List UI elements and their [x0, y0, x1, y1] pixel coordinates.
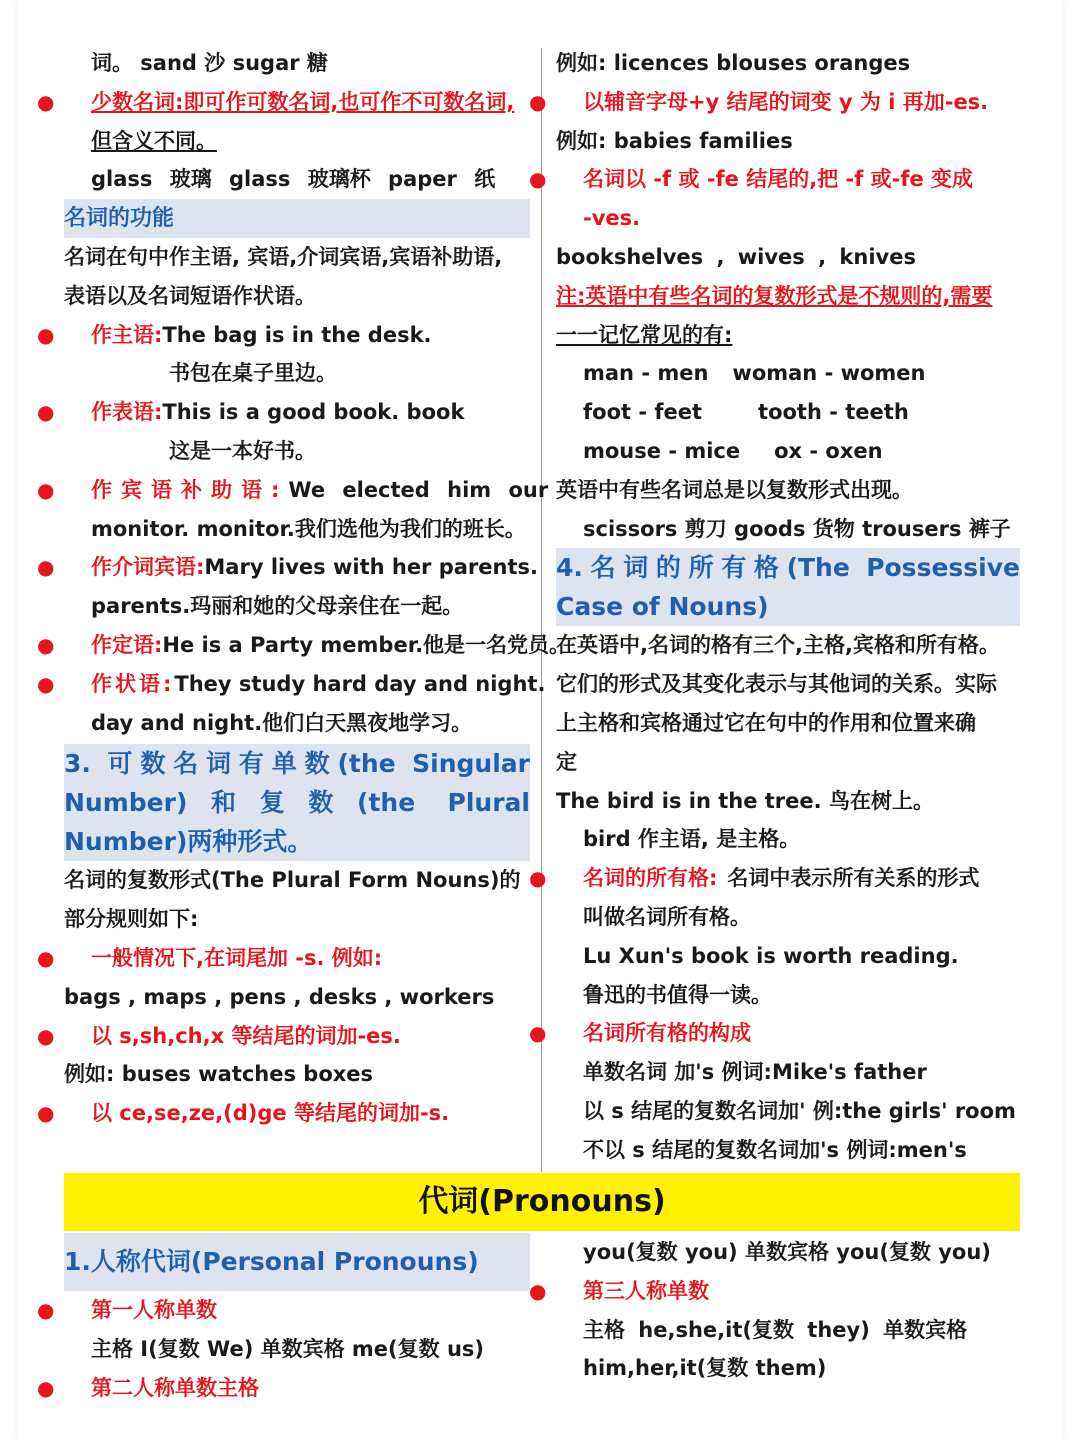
bullet-text: 以 s,sh,ch,x 等结尾的词加-es. [91, 1023, 401, 1048]
bullet-text: 一般情况下,在词尾加 -s. 例如: [91, 945, 383, 970]
text-line: 书包在桌子里边。 [169, 361, 337, 386]
bullet-dot-icon: ● [529, 1021, 547, 1046]
bullet-item [529, 160, 1020, 199]
bullet-dot-icon: ● [37, 1375, 55, 1400]
section-heading-personal: 1.人称代词(Personal Pronouns) [64, 1233, 530, 1291]
bullet-item [529, 83, 1020, 122]
text-line: 主格 I(复数 We) 单数宾格 me(复数 us) [91, 1336, 484, 1361]
right-column [529, 44, 1020, 1170]
bullet-label: 作状语: [91, 671, 175, 696]
plural-pair: ox - oxen [774, 438, 883, 463]
bullet-item [37, 1094, 530, 1133]
bullet-text: 第三人称单数 [583, 1278, 709, 1303]
text-line: day and night.他们白天黑夜地学习。 [91, 710, 473, 735]
text-line: 叫做名词所有格。 [583, 904, 751, 929]
bullet-item-complement [37, 471, 549, 510]
bullet-dot-icon: ● [37, 1298, 55, 1322]
bullet-text: 第一人称单数 [91, 1298, 217, 1322]
text-line: 表语以及名词短语作状语。 [64, 283, 316, 308]
note-text: 英语中有些名词的复数形式是不规则的,需要 [585, 283, 993, 308]
bullet-dot-icon: ● [529, 167, 547, 192]
bullet-text: The bag is in the desk. [162, 322, 432, 347]
bullet-label: 名词的所有格: [583, 866, 718, 891]
text-line: him,her,it(复数 them) [583, 1356, 827, 1381]
text-line: 这是一本好书。 [169, 438, 316, 463]
bullet-item-subject [37, 316, 530, 355]
bullet-item [37, 939, 530, 978]
bullet-item-predicative [37, 393, 530, 432]
section-heading-function: 名词的功能 [64, 199, 530, 238]
bullet-item [37, 1291, 530, 1330]
text-line: 它们的形式及其变化表示与其他词的关系。实际 [556, 672, 997, 697]
plural-pair: mouse - mice [583, 438, 741, 463]
text-line: 例如: licences blouses oranges [556, 51, 911, 75]
text-line: 不以 s 结尾的复数名词加's 例词:men's [583, 1137, 967, 1162]
text-line: 名词在句中作主语, 宾语,介词宾语,宾语补助语, [64, 244, 503, 269]
bullet-dot-icon: ● [529, 866, 547, 891]
bullet-text: He is a Party member.他是一名党员。 [162, 632, 571, 657]
bullet-text: They study hard day and night. [174, 671, 546, 696]
text-line: 名词的复数形式(The Plural Form Nouns)的 [64, 868, 521, 893]
text-line: bird 作主语, 是主格。 [583, 827, 801, 852]
text-line: bags , maps , pens , desks , workers [64, 984, 495, 1009]
text-line: 部分规则如下: [64, 907, 199, 932]
note-label: 注: [556, 283, 586, 308]
bullet-dot-icon: ● [529, 1278, 547, 1303]
bullet-item [37, 83, 530, 122]
text-line: you(复数 you) 单数宾格 you(复数 you) [583, 1240, 991, 1264]
plural-pair: man - men [583, 361, 709, 386]
bullet-text: 名词以 -f 或 -fe 结尾的,把 -f 或-fe 变成 [583, 167, 974, 192]
bullet-label: 作定语: [91, 632, 163, 657]
bullet-dot-icon: ● [529, 89, 547, 114]
bullet-dot-icon: ● [37, 477, 55, 502]
bullet-dot-icon: ● [37, 400, 55, 425]
bullet-text: We elected him our [288, 477, 549, 502]
bottom-right-column [529, 1233, 1020, 1388]
text-line: bookshelves , wives , knives [556, 244, 916, 269]
bullet-dot-icon: ● [37, 671, 55, 696]
bullet-text: 以 ce,se,ze,(d)ge 等结尾的词加-s. [91, 1101, 450, 1126]
plural-pair: foot - feet [583, 400, 703, 425]
bullet-item [37, 1017, 530, 1056]
section-heading-countable: 3. 可数名词有单数(the Singular Number)和复数(the Plural Number)两种形式。 [64, 744, 530, 861]
section-heading-possessive: 4.名词的所有格(The Possessive Case of Nouns) [556, 548, 1020, 626]
plural-pair-row [556, 354, 1020, 393]
text-line: The bird is in the tree. 鸟在树上。 [556, 788, 934, 813]
bullet-dot-icon: ● [37, 1101, 55, 1126]
bullet-dot-icon: ● [37, 945, 55, 970]
bullet-item-adverbial [37, 665, 546, 704]
text-line: 例如: babies families [556, 128, 793, 153]
bullet-item-attributive [37, 626, 571, 665]
bullet-dot-icon: ● [37, 1023, 55, 1048]
text-line [64, 122, 530, 161]
plural-pair: woman - women [732, 361, 926, 386]
bullet-dot-icon: ● [37, 322, 55, 347]
bullet-text: 名词所有格的构成 [583, 1021, 751, 1046]
bullet-label: 作主语: [91, 322, 163, 347]
text-line: 定 [556, 749, 577, 774]
note-line [556, 316, 1020, 355]
plural-pair-row [556, 432, 1020, 471]
bullet-label: 作表语: [91, 400, 163, 425]
text-line: 鲁迅的书值得一读。 [583, 982, 772, 1007]
bullet-item-prep-object [37, 548, 538, 587]
text-line: -ves. [583, 206, 641, 231]
bullet-text: This is a good book. book [162, 400, 465, 425]
left-column [37, 44, 571, 1133]
text-line: monitor. monitor.我们选他为我们的班长。 [91, 516, 526, 541]
text-line: glass 玻璃 glass 玻璃杯 paper 纸 [91, 167, 496, 192]
bullet-label: 作介词宾语: [91, 555, 205, 580]
note-text: 一一记忆常见的有: [556, 322, 733, 347]
text-line: 词。 sand 沙 sugar 糖 [91, 51, 328, 75]
bullet-text: 名词中表示所有关系的形式 [727, 866, 980, 891]
bullet-text: 第二人称单数主格 [91, 1375, 259, 1400]
text-line: 英语中有些名词总是以复数形式出现。 [556, 477, 913, 502]
text-line: 在英语中,名词的格有三个,主格,宾格和所有格。 [556, 633, 1000, 658]
column-divider [541, 48, 542, 1172]
text-line: 单数名词 加's 例词:Mike's father [583, 1060, 927, 1085]
bullet-text: Mary lives with her parents. [204, 555, 538, 580]
bullet-label: 作宾语补助语: [91, 477, 289, 502]
text-line: 上主格和宾格通过它在句中的作用和位置来确 [556, 710, 976, 735]
bullet-dot-icon: ● [37, 89, 55, 114]
bullet-text: 少数名词:即可作可数名词,也可作不可数名词, [91, 89, 515, 114]
note-line [556, 277, 1020, 316]
bullet-dot-icon: ● [37, 632, 55, 657]
bullet-text: 以辅音字母+y 结尾的词变 y 为 i 再加-es. [583, 89, 989, 114]
bullet-item-possessive [529, 859, 1020, 898]
text-line: Lu Xun's book is worth reading. [583, 943, 959, 968]
plural-pair: tooth - teeth [758, 400, 909, 425]
text-line: scissors 剪刀 goods 货物 trousers 裤子 [583, 516, 1011, 541]
text-line: 例如: buses watches boxes [64, 1062, 374, 1087]
bullet-item [37, 1369, 530, 1408]
text-line: 主格 he,she,it(复数 they) 单数宾格 [583, 1317, 968, 1342]
text-line: parents.玛丽和她的父母亲住在一起。 [91, 594, 464, 619]
bullet-item [529, 1272, 1020, 1311]
bottom-left-column [37, 1233, 530, 1407]
bullet-item [529, 1014, 1020, 1053]
text-line: 以 s 结尾的复数名词加' 例:the girls' room [583, 1098, 1016, 1123]
bullet-dot-icon: ● [37, 555, 55, 580]
pronouns-banner: 代词(Pronouns) [64, 1173, 1020, 1231]
plural-pair-row [556, 393, 1020, 432]
underlined-text: 但含义不同。 [91, 128, 217, 153]
